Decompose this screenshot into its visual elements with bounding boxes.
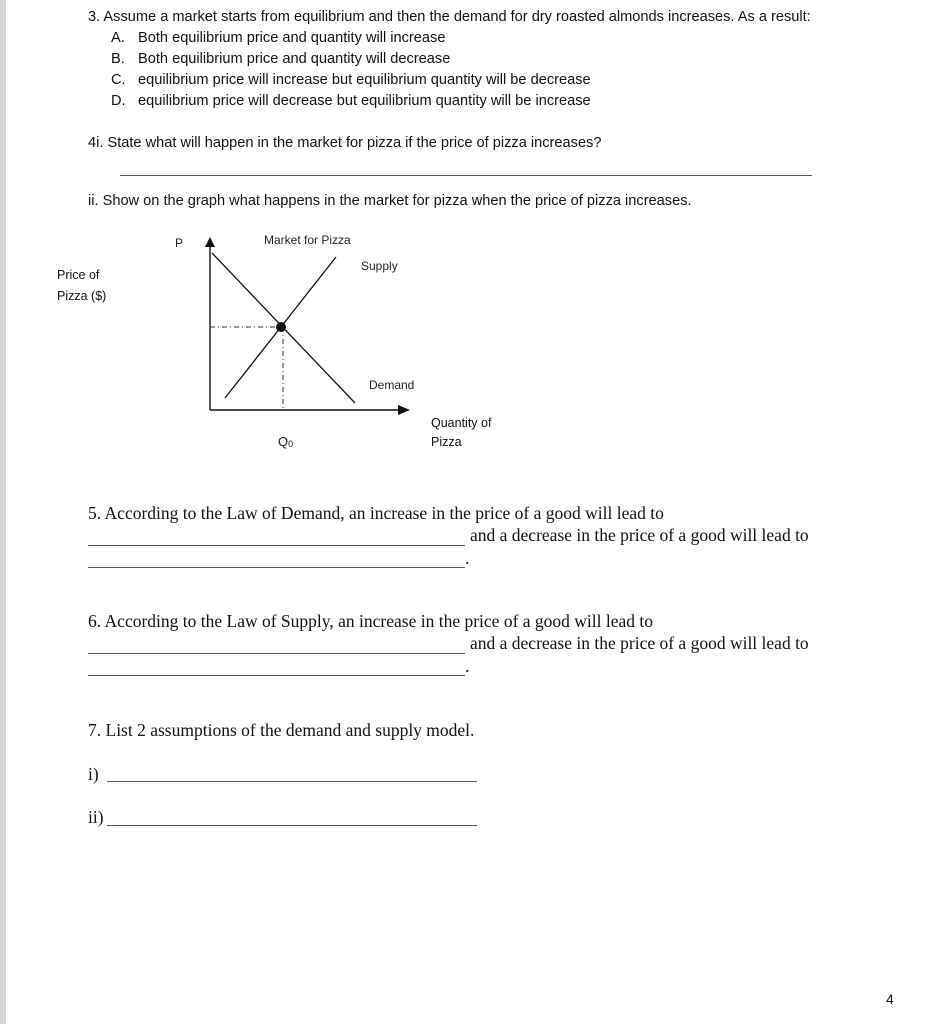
q5-blank-1[interactable] xyxy=(88,545,465,546)
q5-blank-2[interactable] xyxy=(88,567,465,568)
q3-option-d-text: equilibrium price will decrease but equilibrium quantity will be increase xyxy=(138,93,591,109)
equilibrium-point xyxy=(276,322,286,332)
q6-blank-2[interactable] xyxy=(88,675,465,676)
q3-option-c-text: equilibrium price will increase but equilibrium quantity will be decrease xyxy=(138,72,591,88)
q3-option-a-text: Both equilibrium price and quantity will increase xyxy=(138,30,446,46)
demand-label: Demand xyxy=(369,378,415,392)
q0-marker xyxy=(278,434,293,449)
option-letter: A. xyxy=(111,30,125,46)
q6-line1: 6. According to the Law of Supply, an increase in the price of a good will lead to xyxy=(88,611,654,631)
q4-answer-line[interactable] xyxy=(120,175,812,176)
q7-item-i-blank[interactable] xyxy=(107,781,477,782)
q7-stem: 7. List 2 assumptions of the demand and supply model. xyxy=(88,720,475,740)
q6-blank-1[interactable] xyxy=(88,653,465,654)
q0-letter: Q xyxy=(278,434,289,449)
x-axis-label-line2: Pizza xyxy=(431,435,462,449)
q5-end: . xyxy=(465,548,470,568)
q3-option-c[interactable] xyxy=(111,72,126,88)
q3-option-d[interactable] xyxy=(111,93,126,109)
y-axis-arrow-icon xyxy=(205,237,215,247)
q3-option-b[interactable] xyxy=(111,51,125,67)
y-axis-label-line2: Pizza ($) xyxy=(57,289,107,303)
page-number: 4 xyxy=(886,991,894,1007)
q4-part-ii: ii. Show on the graph what happens in the market for pizza when the price of pizza increases. xyxy=(88,193,692,209)
graph-title: Market for Pizza xyxy=(264,233,351,247)
y-axis-label-line1: Price of xyxy=(57,268,100,282)
option-letter: C. xyxy=(111,72,126,88)
q5-line1: 5. According to the Law of Demand, an increase in the price of a good will lead to xyxy=(88,503,664,523)
q6-end: . xyxy=(465,656,470,676)
y-axis-letter: P xyxy=(175,236,184,250)
supply-label: Supply xyxy=(361,259,398,273)
q7-item-ii-blank[interactable] xyxy=(107,825,477,826)
q4-part-i: 4i. State what will happen in the market for pizza if the price of pizza increases? xyxy=(88,135,602,151)
q3-option-b-text: Both equilibrium price and quantity will decrease xyxy=(138,51,451,67)
page-edge xyxy=(0,0,6,1024)
option-letter: B. xyxy=(111,51,125,67)
q3-stem: 3. Assume a market starts from equilibrium and then the demand for dry roasted almonds increases. As a result: xyxy=(88,9,811,25)
q0-subscript: 0 xyxy=(288,439,294,449)
q5-line2: and a decrease in the price of a good will lead to xyxy=(470,525,809,545)
q3-option-a[interactable] xyxy=(111,30,125,46)
x-axis-label-line1: Quantity of xyxy=(431,416,492,430)
x-axis-arrow-icon xyxy=(398,405,410,415)
q7-item-ii-label: ii) xyxy=(88,807,104,827)
q6-line2: and a decrease in the price of a good will lead to xyxy=(470,633,809,653)
option-letter: D. xyxy=(111,93,126,109)
q7-item-i-label: i) xyxy=(88,764,99,784)
